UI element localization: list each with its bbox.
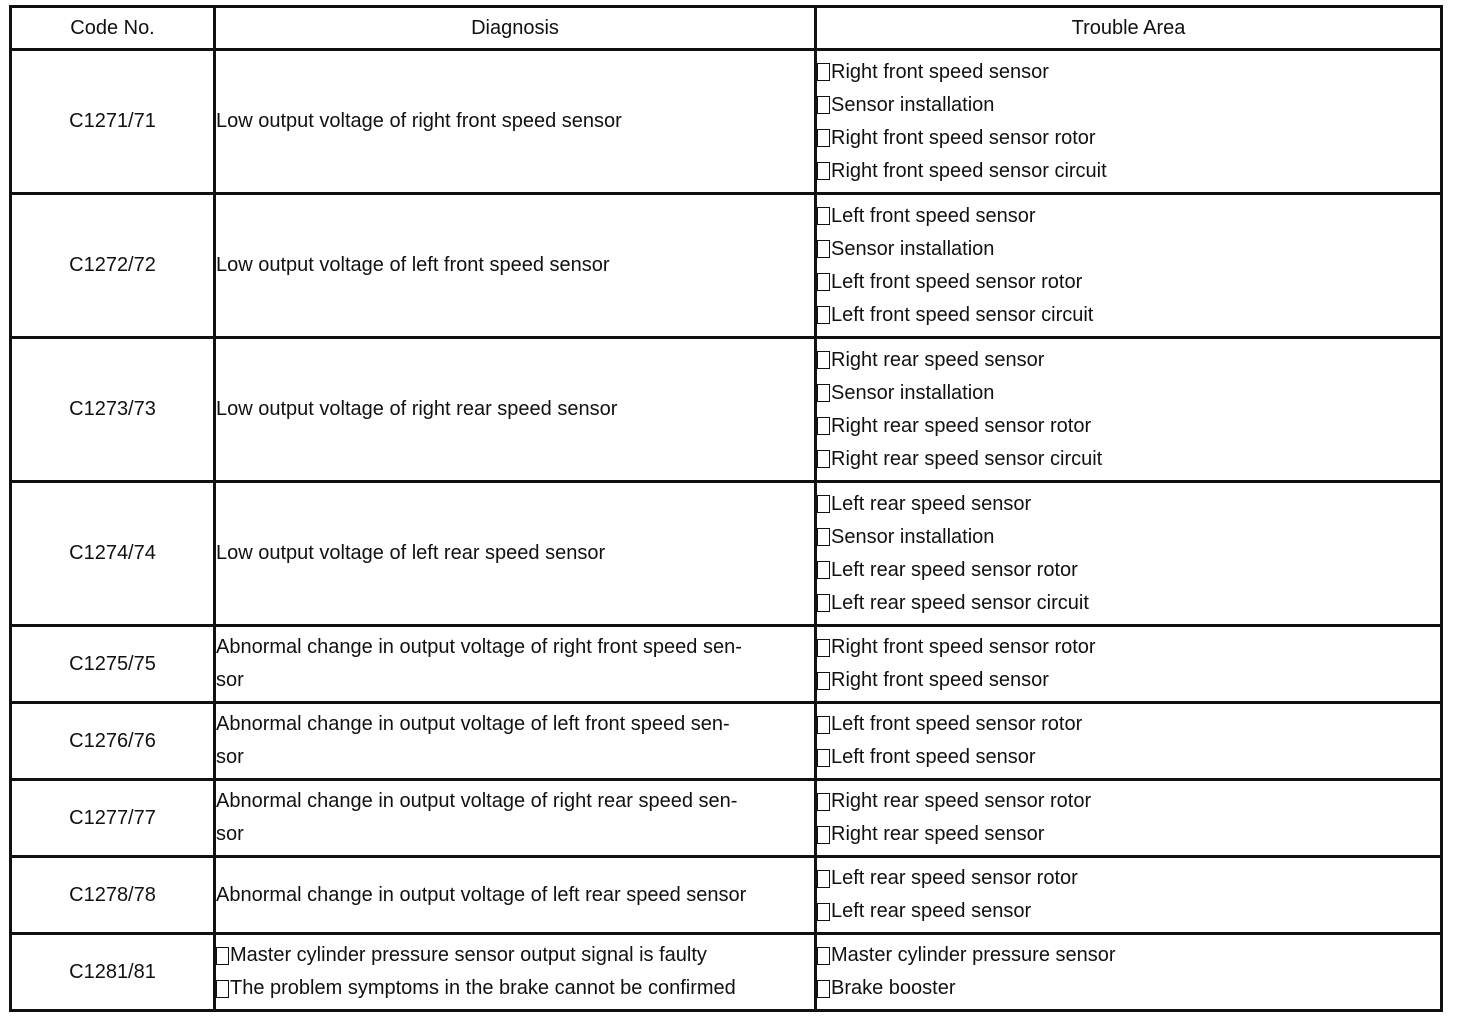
trouble-code-table — [9, 5, 1443, 1012]
trouble-area-cell — [816, 50, 1442, 194]
bullet-box-icon — [817, 672, 830, 690]
header-row — [11, 7, 1442, 50]
bullet-box-icon — [817, 947, 830, 965]
trouble-area-item — [817, 200, 1440, 233]
trouble-area-text: Sensor installation — [831, 525, 995, 548]
table-row — [11, 703, 1442, 780]
diagnosis-cell — [215, 338, 816, 482]
header-code-no: Code No. — [11, 7, 215, 50]
trouble-area-cell — [816, 780, 1442, 857]
trouble-area-text: Right front speed sensor rotor — [831, 636, 1096, 658]
trouble-area-item — [817, 708, 1440, 741]
trouble-area-text: Sensor installation — [831, 237, 995, 260]
bullet-box-icon — [216, 947, 229, 965]
diagnosis-text: The problem symptoms in the brake cannot be confirmed — [230, 977, 736, 999]
bullet-box-icon — [817, 639, 830, 657]
code-number-cell: C1275/75 — [11, 626, 215, 703]
trouble-area-item — [817, 89, 1440, 122]
bullet-box-icon — [817, 162, 830, 180]
diagnosis-cell — [215, 780, 816, 857]
table-row — [11, 338, 1442, 482]
table-row — [11, 934, 1442, 1011]
diagnosis-cell — [215, 482, 816, 626]
bullet-box-icon — [817, 980, 830, 998]
bullet-box-icon — [817, 417, 830, 435]
trouble-area-text: Sensor installation — [831, 93, 995, 116]
diagnosis-cell — [215, 703, 816, 780]
trouble-area-cell — [816, 338, 1442, 482]
trouble-area-text: Left front speed sensor rotor — [831, 270, 1083, 293]
trouble-area-text: Right front speed sensor rotor — [831, 126, 1096, 149]
bullet-box-icon — [817, 273, 830, 291]
trouble-area-text: Sensor installation — [831, 381, 995, 404]
trouble-area-text: Left rear speed sensor rotor — [831, 558, 1078, 581]
trouble-area-item — [817, 299, 1440, 332]
trouble-area-text: Left front speed sensor — [831, 204, 1036, 227]
bullet-box-icon — [817, 96, 830, 114]
trouble-area-item — [817, 488, 1440, 521]
diagnosis-text: Abnormal change in output voltage of right front speed sen- — [216, 636, 742, 658]
diagnosis-text: Abnormal change in output voltage of left rear speed sensor — [216, 883, 747, 906]
trouble-area-text: Left rear speed sensor circuit — [831, 591, 1089, 614]
table-row — [11, 626, 1442, 703]
bullet-box-icon — [817, 528, 830, 546]
trouble-area-cell — [816, 482, 1442, 626]
code-number-cell: C1278/78 — [11, 857, 215, 934]
code-number-cell: C1271/71 — [11, 50, 215, 194]
table-row — [11, 482, 1442, 626]
diagnosis-text: Abnormal change in output voltage of right rear speed sen- — [216, 790, 738, 812]
trouble-area-item — [817, 818, 1440, 851]
diagnosis-cell — [215, 50, 816, 194]
trouble-area-text: Right rear speed sensor — [831, 348, 1045, 371]
diagnosis-text: sor — [216, 746, 244, 768]
diagnosis-text: Master cylinder pressure sensor output signal is faulty — [230, 944, 707, 966]
diagnosis-text: Low output voltage of right front speed sensor — [216, 110, 622, 132]
bullet-box-icon — [817, 306, 830, 324]
diagnosis-bullet-item — [216, 972, 814, 1005]
bullet-box-icon — [817, 793, 830, 811]
trouble-area-text: Right rear speed sensor circuit — [831, 447, 1103, 470]
diagnosis-text: Abnormal change in output voltage of left front speed sen- — [216, 713, 730, 735]
code-number-cell: C1277/77 — [11, 780, 215, 857]
diagnosis-text: Low output voltage of right rear speed sensor — [216, 398, 618, 420]
trouble-area-item — [817, 233, 1440, 266]
bullet-box-icon — [817, 450, 830, 468]
bullet-box-icon — [817, 903, 830, 921]
trouble-area-text: Master cylinder pressure sensor — [831, 944, 1116, 966]
trouble-area-text: Right front speed sensor circuit — [831, 159, 1107, 182]
trouble-area-text: Right rear speed sensor rotor — [831, 790, 1092, 812]
trouble-area-text: Right front speed sensor — [831, 669, 1049, 691]
bullet-box-icon — [817, 594, 830, 612]
diagnosis-bullet-item — [216, 939, 814, 972]
bullet-box-icon — [817, 561, 830, 579]
trouble-area-text: Right front speed sensor — [831, 60, 1049, 83]
trouble-area-item — [817, 410, 1440, 443]
trouble-area-cell — [816, 857, 1442, 934]
bullet-box-icon — [817, 716, 830, 734]
trouble-area-text: Left front speed sensor rotor — [831, 713, 1083, 735]
trouble-area-item — [817, 895, 1440, 928]
code-number-cell: C1274/74 — [11, 482, 215, 626]
trouble-area-cell — [816, 626, 1442, 703]
diagnosis-text: sor — [216, 669, 244, 691]
table-row — [11, 780, 1442, 857]
diagnosis-text: Low output voltage of left rear speed sensor — [216, 542, 606, 564]
code-number-cell: C1281/81 — [11, 934, 215, 1011]
bullet-box-icon — [817, 207, 830, 225]
code-number-cell: C1276/76 — [11, 703, 215, 780]
trouble-area-text: Left rear speed sensor — [831, 492, 1032, 515]
trouble-area-item — [817, 122, 1440, 155]
diagnosis-cell — [215, 857, 816, 934]
trouble-area-item — [817, 266, 1440, 299]
trouble-area-item — [817, 939, 1440, 972]
bullet-box-icon — [817, 870, 830, 888]
bullet-box-icon — [817, 351, 830, 369]
trouble-area-cell — [816, 703, 1442, 780]
trouble-area-cell — [816, 934, 1442, 1011]
bullet-box-icon — [817, 749, 830, 767]
header-trouble-area: Trouble Area — [816, 7, 1442, 50]
trouble-area-item — [817, 377, 1440, 410]
bullet-box-icon — [817, 826, 830, 844]
diagnosis-cell — [215, 934, 816, 1011]
bullet-box-icon — [817, 240, 830, 258]
table-row — [11, 50, 1442, 194]
code-number-cell: C1273/73 — [11, 338, 215, 482]
bullet-box-icon — [817, 495, 830, 513]
bullet-box-icon — [817, 384, 830, 402]
trouble-area-item — [817, 972, 1440, 1005]
table-row — [11, 194, 1442, 338]
trouble-area-item — [817, 664, 1440, 697]
table-body — [11, 50, 1442, 1011]
trouble-area-item — [817, 862, 1440, 895]
trouble-area-text: Brake booster — [831, 977, 956, 999]
code-number-cell: C1272/72 — [11, 194, 215, 338]
trouble-area-text: Left front speed sensor circuit — [831, 303, 1094, 326]
trouble-area-item — [817, 443, 1440, 476]
trouble-area-cell — [816, 194, 1442, 338]
bullet-box-icon — [817, 63, 830, 81]
trouble-area-item — [817, 56, 1440, 89]
diagnosis-text: sor — [216, 823, 244, 845]
diagnosis-text: Low output voltage of left front speed sensor — [216, 254, 610, 276]
trouble-area-text: Right rear speed sensor rotor — [831, 414, 1092, 437]
table-header — [11, 7, 1442, 50]
trouble-area-text: Right rear speed sensor — [831, 823, 1045, 845]
diagnosis-cell — [215, 194, 816, 338]
bullet-box-icon — [216, 980, 229, 998]
header-diagnosis: Diagnosis — [215, 7, 816, 50]
trouble-area-item — [817, 554, 1440, 587]
trouble-area-item — [817, 155, 1440, 188]
diagnosis-cell — [215, 626, 816, 703]
trouble-area-item — [817, 631, 1440, 664]
trouble-area-item — [817, 785, 1440, 818]
trouble-area-text: Left rear speed sensor — [831, 900, 1032, 922]
trouble-area-item — [817, 741, 1440, 774]
bullet-box-icon — [817, 129, 830, 147]
table-row — [11, 857, 1442, 934]
trouble-area-item — [817, 587, 1440, 620]
trouble-area-item — [817, 521, 1440, 554]
trouble-area-item — [817, 344, 1440, 377]
trouble-area-text: Left front speed sensor — [831, 746, 1036, 768]
trouble-area-text: Left rear speed sensor rotor — [831, 867, 1078, 889]
